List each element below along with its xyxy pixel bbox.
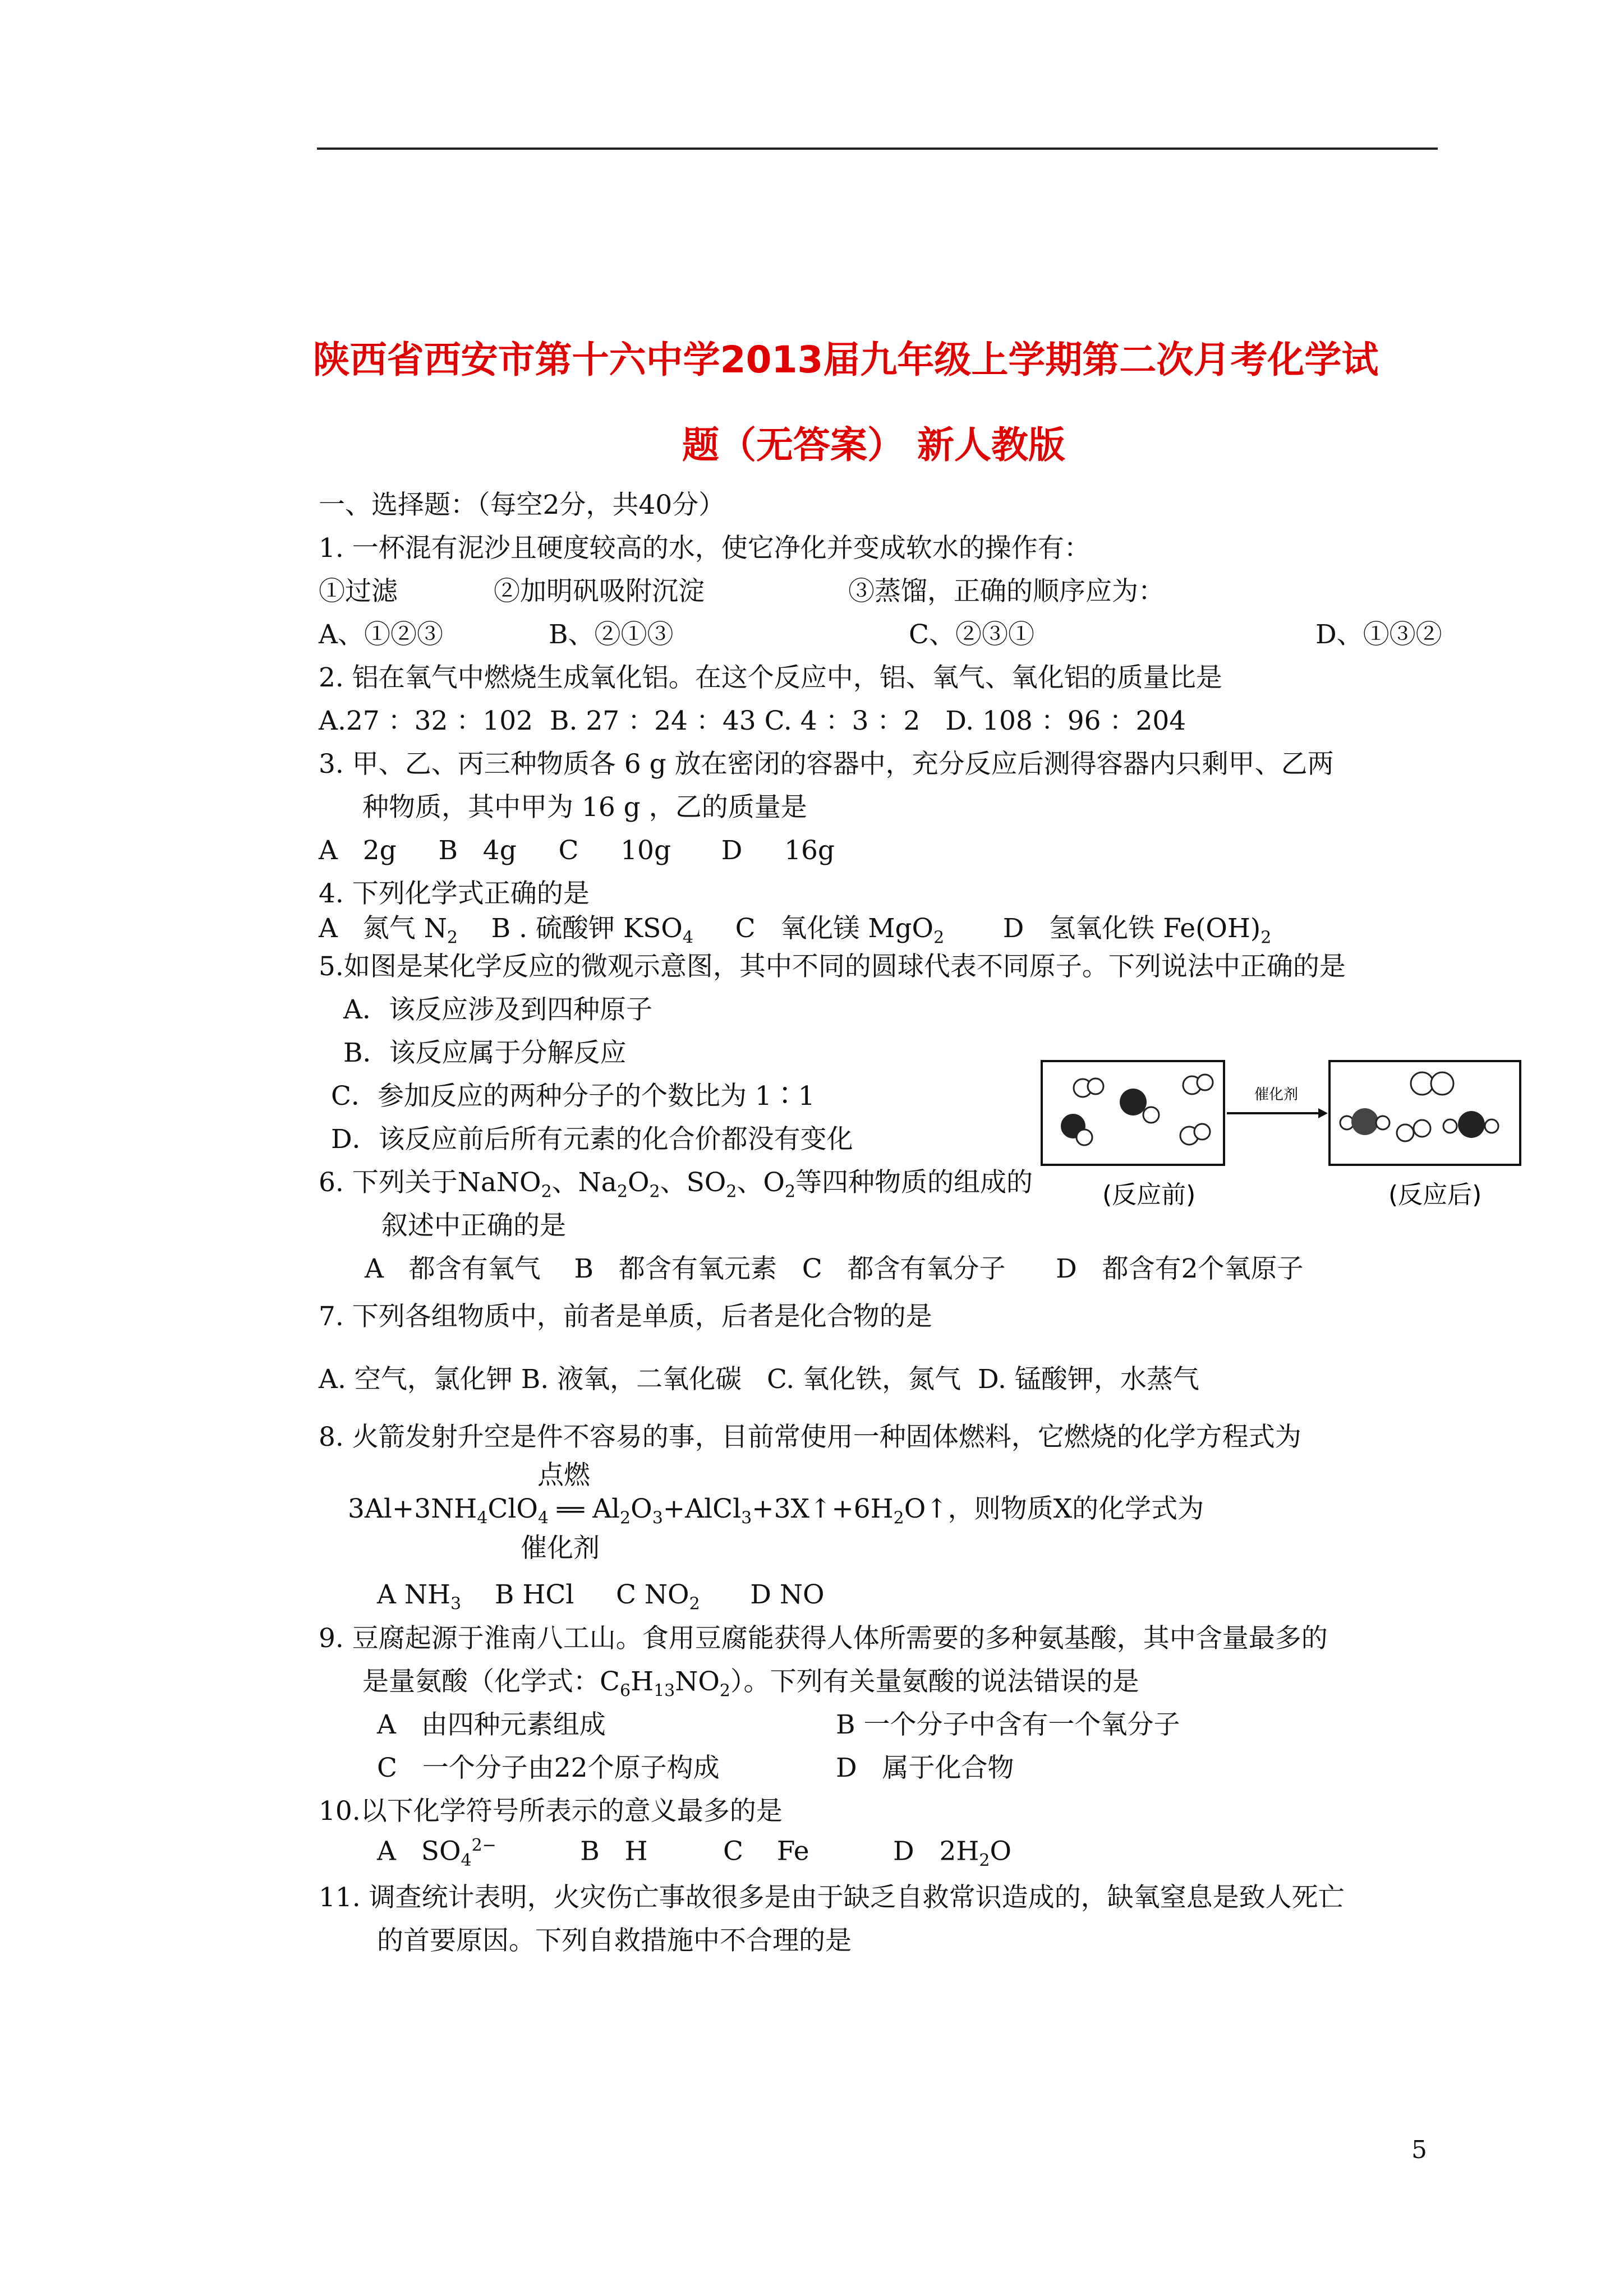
q8-equation: $3Al+3NH_4ClO_4$ ══ $Al_2O_3+AlCl_3+3X↑+6H_2O↑$，则物质X的化学式为 — [348, 1493, 1204, 1528]
question-3: 3. 甲、乙、丙三种物质各 6 g 放在密闭的容器中，充分反应后测得容器内只剩甲、乙两 — [319, 749, 1334, 780]
q5-option-b: B．该反应属于分解反应 — [343, 1038, 627, 1068]
arrow-label: 催化剂 — [1254, 1086, 1299, 1103]
q2-options: A.27 ：32 ：102 B. 27 ：24 ：43 C. 4 ：3 ：2 D. 108 ：96 ：204 — [319, 706, 1186, 736]
question-3-cont: 种物质，其中甲为 16 g ，乙的质量是 — [362, 792, 807, 823]
question-9: 9. 豆腐起源于淮南八工山。食用豆腐能获得人体所需要的多种氨基酸，其中含量最多的 — [319, 1623, 1328, 1654]
question-7: 7. 下列各组物质中，前者是单质，后者是化合物的是 — [319, 1301, 932, 1332]
q8-options: A $NH_3$ B HCl C $NO_2$ D NO — [377, 1579, 825, 1614]
question-8: 8. 火箭发射升空是件不容易的事，目前常使用一种固体燃料，它燃烧的化学方程式为 — [319, 1422, 1301, 1453]
q1-item-1: ①过滤 — [319, 576, 398, 607]
q1-item-3: ③蒸馏，正确的顺序应为： — [848, 576, 1165, 607]
q1-option-c: C、②③① — [909, 619, 1034, 650]
question-6: 6. 下列关于NaNO$_2$、$Na_2O_2$、$SO_2$、$O_2$等四种物质的组成的 — [319, 1167, 1033, 1202]
q4-options: A 氮气 $N_2$ B . 硫酸钾 $KSO_4$ C 氧化镁 MgO$_2$ D 氢氧化铁 $Fe(OH)_2$ — [319, 913, 1272, 948]
question-6-cont: 叙述中正确的是 — [381, 1210, 566, 1241]
q5-option-c: C．参加反应的两种分子的个数比为 1∶1 — [331, 1081, 815, 1112]
question-2: 2. 铝在氧气中燃烧生成氧化铝。在这个反应中，铝、氧气、氧化铝的质量比是 — [319, 662, 1222, 693]
reaction-arrow — [1227, 1086, 1328, 1118]
document-title-line-1: 陕西省西安市第十六中学2013届九年级上学期第二次月考化学试 — [312, 338, 1379, 381]
before-label: (反应前) — [1102, 1181, 1196, 1209]
q6-options: A 都含有氧气 B 都含有氧元素 C 都含有氧分子 D 都含有2个氧原子 — [365, 1253, 1304, 1284]
question-9-cont: 是量氨酸（化学式：$C_6H_{13}NO_2$）。下列有关量氨酸的说法错误的是 — [362, 1666, 1139, 1701]
q1-item-2: ②加明矾吸附沉淀 — [494, 576, 705, 607]
q1-option-a: A、①②③ — [319, 619, 443, 650]
question-11: 11. 调查统计表明，火灾伤亡事故很多是由于缺乏自救常识造成的，缺氧窒息是致人死亡 — [319, 1882, 1345, 1913]
question-1: 1. 一杯混有泥沙且硬度较高的水，使它净化并变成软水的操作有： — [319, 533, 1091, 564]
q1-option-b: B、②①③ — [549, 619, 674, 650]
q8-condition-below: 催化剂 — [521, 1533, 600, 1564]
question-5: 5.如图是某化学反应的微观示意图，其中不同的圆球代表不同原子。下列说法中正确的是 — [319, 951, 1346, 982]
q10-options: A $SO_4^{2-}$ B H C Fe D $2H_2O$ — [377, 1836, 1012, 1871]
q5-option-a: A．该反应涉及到四种原子 — [343, 994, 652, 1025]
q9-option-a: A 由四种元素组成 — [377, 1709, 606, 1740]
q1-option-d: D、①③② — [1315, 619, 1442, 650]
q5-option-d: D．该反应前后所有元素的化合价都没有变化 — [331, 1124, 853, 1155]
after-reaction-box — [1329, 1061, 1520, 1165]
after-label: (反应后) — [1388, 1181, 1482, 1209]
page-number: 5 — [1411, 2136, 1427, 2164]
question-11-cont: 的首要原因。下列自救措施中不合理的是 — [377, 1925, 852, 1956]
q3-options: A 2g B 4g C 10g D 16g — [319, 835, 835, 866]
q9-option-b: B 一个分子中含有一个氧分子 — [836, 1709, 1180, 1740]
before-reaction-box — [1042, 1061, 1224, 1165]
question-10: 10.以下化学符号所表示的意义最多的是 — [319, 1796, 783, 1827]
document-title-line-2: 题（无答案） 新人教版 — [682, 423, 1065, 467]
header-rule — [317, 147, 1438, 150]
reaction-diagram — [1041, 1060, 1523, 1228]
q7-options: A. 空气，氯化钾 B. 液氧，二氧化碳 C. 氧化铁，氮气 D. 锰酸钾，水蒸气 — [319, 1364, 1199, 1395]
section-heading: 一、选择题：（每空2分，共40分） — [319, 490, 725, 520]
q9-option-c: C 一个分子由22个原子构成 — [377, 1753, 720, 1783]
question-4: 4. 下列化学式正确的是 — [319, 878, 590, 909]
q9-option-d: D 属于化合物 — [836, 1753, 1014, 1783]
q8-condition-above: 点燃 — [537, 1460, 590, 1491]
